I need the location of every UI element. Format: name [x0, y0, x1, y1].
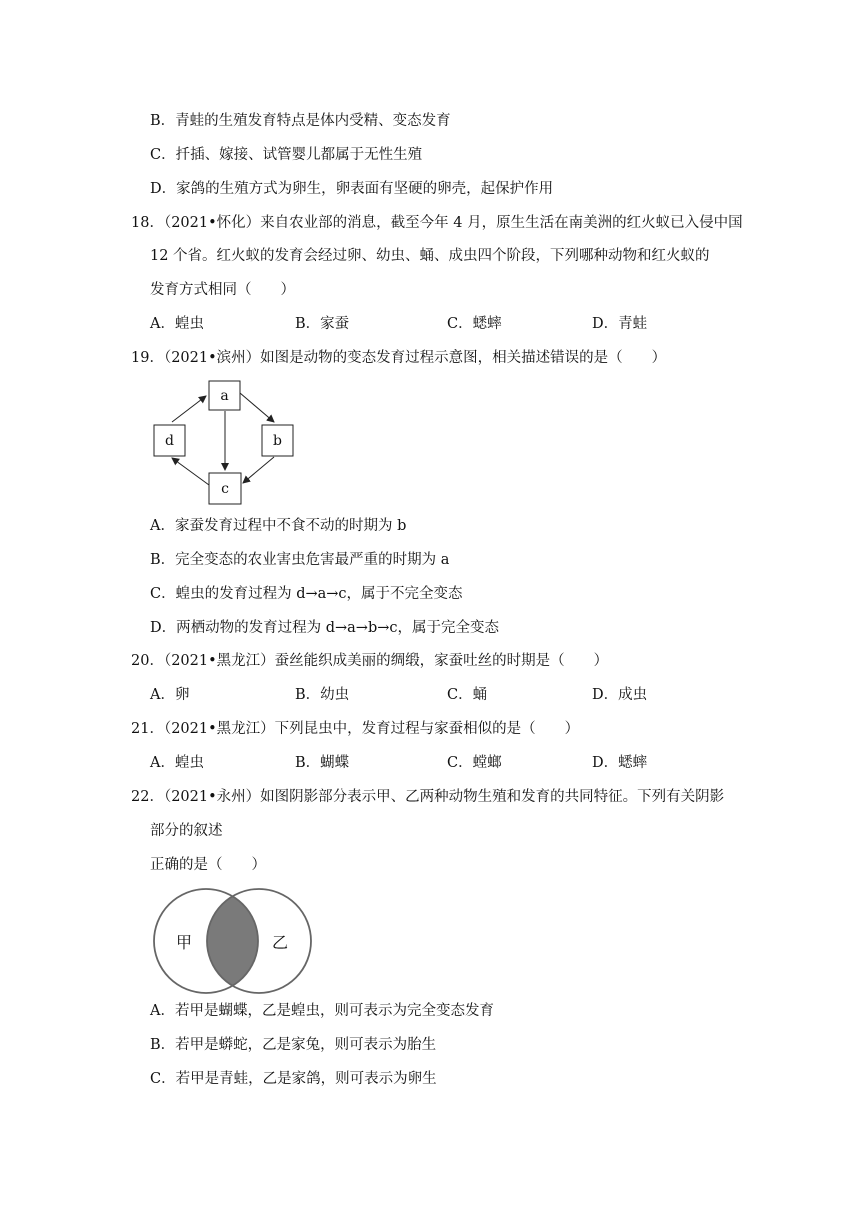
arrow-d-to-a: [172, 396, 206, 422]
q19-option-c: C．蝗虫的发育过程为 d→a→c，属于不完全变态: [150, 586, 463, 602]
q21-option-b: B．蝴蝶: [295, 755, 350, 771]
q22-option-c: C．若甲是青蛙，乙是家鸽，则可表示为卵生: [150, 1071, 437, 1087]
q19-option-b: B．完全变态的农业害虫危害最严重的时期为 a: [150, 552, 450, 568]
q21-stem: 21．（2021•黑龙江）下列昆虫中，发育过程与家蚕相似的是（ ）: [131, 721, 580, 737]
metamorphosis-cycle-diagram: [148, 378, 300, 508]
q18-option-a: A．蝗虫: [150, 316, 204, 332]
arrow-b-to-c: [243, 457, 274, 483]
venn-diagram: [150, 882, 316, 996]
arrow-a-to-b: [240, 393, 274, 422]
q22-stem-line2: 部分的叙述: [150, 823, 223, 839]
q21-option-c: C．螳螂: [447, 755, 502, 771]
venn-left-label: 甲: [175, 933, 193, 952]
q20-stem: 20．（2021•黑龙江）蚕丝能织成美丽的绸缎，家蚕吐丝的时期是（ ）: [131, 653, 609, 669]
q22-option-b: B．若甲是蟒蛇，乙是家兔，则可表示为胎生: [150, 1037, 437, 1053]
q20-option-c: C．蛹: [447, 687, 488, 703]
q18-option-b: B．家蚕: [295, 316, 350, 332]
q20-option-a: A．卵: [150, 687, 190, 703]
node-a-label: a: [220, 388, 229, 404]
q22-stem-line3: 正确的是（ ）: [150, 857, 266, 873]
venn-right-label: 乙: [271, 933, 289, 952]
node-d-label: d: [165, 433, 174, 449]
q21-option-a: A．蝗虫: [150, 755, 204, 771]
q20-options: [150, 685, 710, 705]
q18-options: [150, 314, 710, 334]
q22-stem-line1: 22．（2021•永州）如图阴影部分表示甲、乙两种动物生殖和发育的共同特征。下列有关阴影: [131, 789, 725, 805]
q18-stem-line1: 18．（2021•怀化）来自农业部的消息，截至今年 4 月，原生生活在南美洲的红火蚁已入侵中国: [131, 215, 743, 231]
q20-option-b: B．幼虫: [295, 687, 350, 703]
q18-stem-line3: 发育方式相同（ ）: [150, 282, 295, 298]
q17-option-c: C．扦插、嫁接、试管婴儿都属于无性生殖: [150, 147, 423, 163]
q18-option-d: D．青蛙: [592, 316, 648, 332]
q18-option-c: C．蟋蟀: [447, 316, 502, 332]
q18-stem-line2: 12 个省。红火蚁的发育会经过卵、幼虫、蛹、成虫四个阶段，下列哪种动物和红火蚁的: [150, 248, 710, 264]
q17-option-d: D．家鸽的生殖方式为卵生，卵表面有坚硬的卵壳，起保护作用: [150, 181, 554, 197]
q19-option-d: D．两栖动物的发育过程为 d→a→b→c，属于完全变态: [150, 620, 500, 636]
arrow-c-to-d: [172, 458, 209, 485]
q19-stem: 19．（2021•滨州）如图是动物的变态发育过程示意图，相关描述错误的是（ ）: [131, 350, 667, 366]
node-b-label: b: [273, 433, 282, 449]
q17-option-b: B．青蛙的生殖发育特点是体内受精、变态发育: [150, 113, 451, 129]
q21-option-d: D．蟋蟀: [592, 755, 648, 771]
q20-option-d: D．成虫: [592, 687, 648, 703]
q22-option-a: A．若甲是蝴蝶，乙是蝗虫，则可表示为完全变态发育: [150, 1003, 494, 1019]
q21-options: [150, 753, 710, 773]
node-c-label: c: [221, 481, 229, 497]
q19-option-a: A．家蚕发育过程中不食不动的时期为 b: [150, 518, 407, 534]
